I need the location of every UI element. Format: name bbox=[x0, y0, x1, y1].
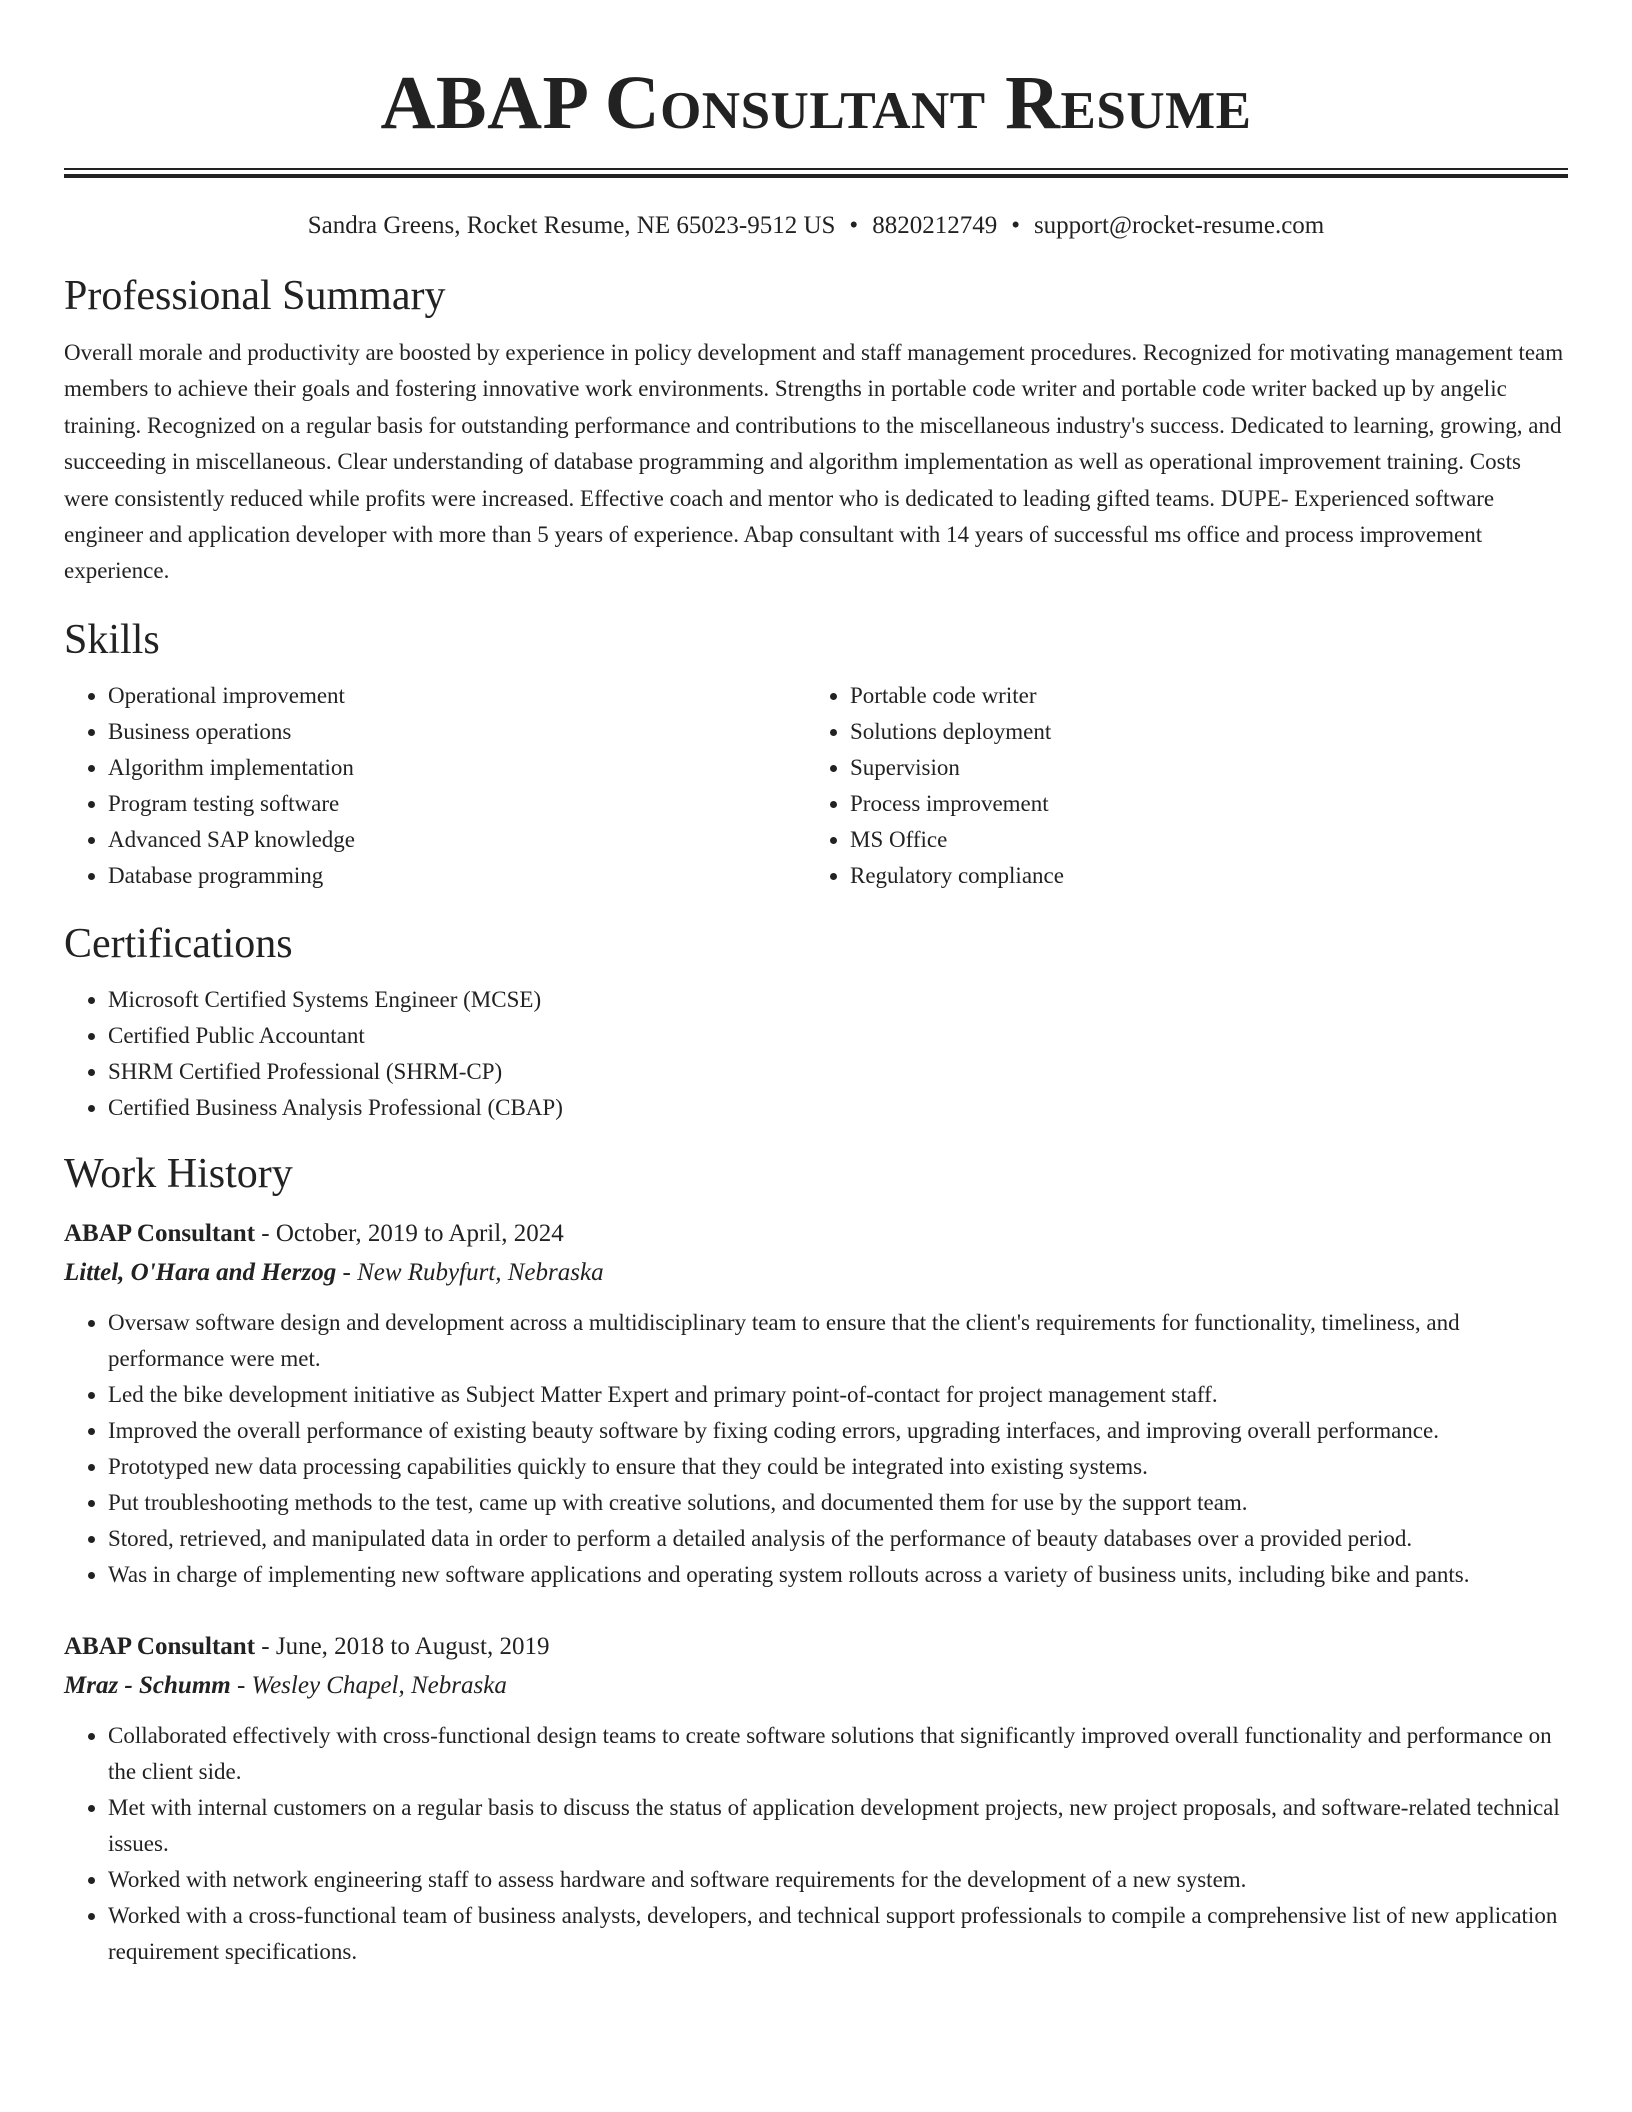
skill-item: • Process improvement bbox=[850, 786, 1548, 822]
skill-item: • Algorithm implementation bbox=[108, 750, 806, 786]
skills-list-left bbox=[64, 678, 806, 894]
company-line: Mraz - Schumm - Wesley Chapel, Nebraska bbox=[64, 1671, 507, 1699]
certification-item: • Microsoft Certified Systems Engineer (MCSE) bbox=[108, 982, 1568, 1018]
certification-item: • Certified Public Accountant bbox=[108, 1018, 1568, 1054]
company-name: Mraz - Schumm bbox=[64, 1671, 231, 1699]
job-duty-item: • Worked with network engineering staff to assess hardware and software requirements for the development of a new system. bbox=[108, 1862, 1568, 1898]
job-duties-list bbox=[64, 1305, 1568, 1593]
work-history-section bbox=[64, 1148, 1568, 1970]
summary-text: Overall morale and productivity are boosted by experience in policy development and staff management procedures. Recognized for motivating management team members to achieve their goals and fostering innovative work environments. Strengths in portable code writer and portable code writer backed up by angelic training. Recognized on a regular basis for outstanding performance and contributions to the miscellaneous industry's success. Dedicated to learning, growing, and succeeding in miscellaneous. Clear understanding of database programming and algorithm implementation as well as operational improvement training. Costs were consistently reduced while profits were increased. Effective coach and mentor who is dedicated to leading gifted teams. DUPE- Experienced software engineer and application developer with more than 5 years of experience. Abap consultant with 14 years of successful ms office and process improvement experience. bbox=[64, 340, 1564, 584]
job-duty-item: • Put troubleshooting methods to the test, came up with creative solutions, and documented them for use by the support team. bbox=[108, 1485, 1568, 1521]
certification-item: • Certified Business Analysis Professional (CBAP) bbox=[108, 1090, 1568, 1126]
job-duty-item: • Stored, retrieved, and manipulated data in order to perform a detailed analysis of the performance of beauty databases over a provided period. bbox=[108, 1521, 1568, 1557]
company-line: Littel, O'Hara and Herzog - New Rubyfurt, Nebraska bbox=[64, 1258, 604, 1286]
resume-title: ABAP Consultant Resume bbox=[380, 61, 1252, 145]
job-duty-item: • Worked with a cross-functional team of business analysts, developers, and technical support professionals to compile a comprehensive list of new application requirement specifications. bbox=[108, 1898, 1568, 1970]
contact-line bbox=[64, 209, 1568, 243]
contact-email: support@rocket-resume.com bbox=[1033, 212, 1325, 239]
work-history-heading: Work History bbox=[64, 1150, 293, 1197]
job-entry bbox=[64, 1214, 1568, 1593]
company-location: Wesley Chapel, Nebraska bbox=[251, 1671, 507, 1699]
skill-item: • Advanced SAP knowledge bbox=[108, 822, 806, 858]
job-dates: June, 2018 to August, 2019 bbox=[275, 1632, 550, 1660]
skills-columns bbox=[64, 678, 1568, 894]
job-duties-list bbox=[64, 1718, 1568, 1970]
skill-item: • Business operations bbox=[108, 714, 806, 750]
job-title: ABAP Consultant bbox=[64, 1632, 256, 1660]
contact-phone: 8820212749 bbox=[872, 212, 998, 239]
certifications-section bbox=[64, 918, 1568, 1126]
certifications-list bbox=[64, 982, 1568, 1126]
job-title: ABAP Consultant bbox=[64, 1219, 256, 1247]
skill-item: • Solutions deployment bbox=[850, 714, 1548, 750]
company-name: Littel, O'Hara and Herzog bbox=[64, 1258, 337, 1286]
job-duty-item: • Led the bike development initiative as Subject Matter Expert and primary point-of-contact for project management staff. bbox=[108, 1377, 1568, 1413]
job-title-line: ABAP Consultant - June, 2018 to August, 2019 bbox=[64, 1632, 550, 1660]
job-duty-item: • Oversaw software design and development across a multidisciplinary team to ensure that the client's requirements for functionality, timeliness, and performance were met. bbox=[108, 1305, 1568, 1377]
skill-item: • Regulatory compliance bbox=[850, 858, 1548, 894]
job-title-line: ABAP Consultant - October, 2019 to April, 2024 bbox=[64, 1219, 564, 1247]
summary-section bbox=[64, 270, 1568, 590]
contact-address: Sandra Greens, Rocket Resume, NE 65023-9512 US bbox=[307, 212, 836, 239]
job-duty-item: • Prototyped new data processing capabilities quickly to ensure that they could be integrated into existing systems. bbox=[108, 1449, 1568, 1485]
certification-item: • SHRM Certified Professional (SHRM-CP) bbox=[108, 1054, 1568, 1090]
job-entry bbox=[64, 1627, 1568, 1970]
job-duty-item: • Met with internal customers on a regular basis to discuss the status of application development projects, new project proposals, and software-related technical issues. bbox=[108, 1790, 1568, 1862]
contact-separator: • bbox=[849, 212, 859, 239]
skills-section bbox=[64, 614, 1568, 894]
company-location: New Rubyfurt, Nebraska bbox=[357, 1258, 604, 1286]
certifications-heading: Certifications bbox=[64, 920, 293, 967]
job-duty-item: • Was in charge of implementing new software applications and operating system rollouts across a variety of business units, including bike and pants. bbox=[108, 1557, 1568, 1593]
skills-list-right bbox=[806, 678, 1548, 894]
skill-item: • Supervision bbox=[850, 750, 1548, 786]
skill-item: • Portable code writer bbox=[850, 678, 1548, 714]
title-double-rule bbox=[64, 168, 1568, 178]
skill-item: • MS Office bbox=[850, 822, 1548, 858]
skill-item: • Operational improvement bbox=[108, 678, 806, 714]
job-duty-item: • Collaborated effectively with cross-functional design teams to create software solutions that significantly improved overall functionality and performance on the client side. bbox=[108, 1718, 1568, 1790]
job-duty-item: • Improved the overall performance of existing beauty software by fixing coding errors, upgrading interfaces, and improving overall performance. bbox=[108, 1413, 1568, 1449]
contact-separator: • bbox=[1011, 212, 1020, 239]
skill-item: • Database programming bbox=[108, 858, 806, 894]
job-dates: October, 2019 to April, 2024 bbox=[275, 1219, 564, 1247]
summary-heading: Professional Summary bbox=[64, 273, 446, 319]
skills-heading: Skills bbox=[64, 616, 160, 663]
skill-item: • Program testing software bbox=[108, 786, 806, 822]
